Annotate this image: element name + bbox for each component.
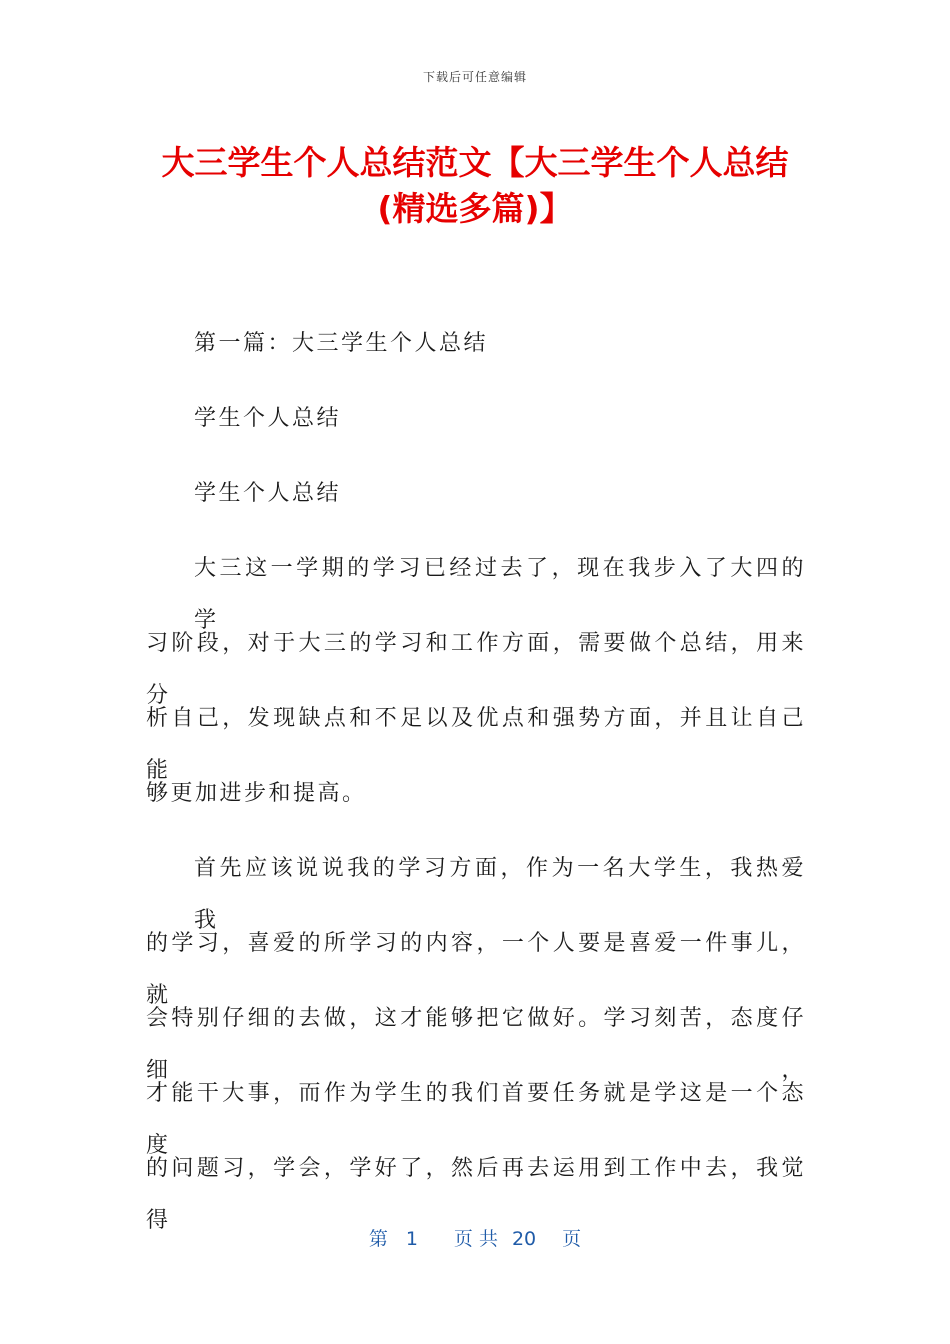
paragraph-line: 首先应该说说我的学习方面，作为一名大学生，我热爱我: [194, 856, 806, 933]
document-title: [140, 140, 810, 232]
header-note: 下载后可任意编辑: [422, 70, 527, 84]
subheading: 学生个人总结: [194, 481, 342, 506]
current-page-number: 1: [405, 1228, 418, 1250]
paragraph-line: 会特别仔细的去做，这才能够把它做好。学习刻苦，态度仔细，: [146, 1006, 806, 1083]
document-body: [146, 318, 806, 1233]
page-footer: [0, 1224, 950, 1251]
paragraph-line: 的问题习，学会，学好了，然后再去运用到工作中去，我觉得: [146, 1156, 806, 1233]
footer-prefix: 第: [368, 1228, 388, 1250]
section-heading: 第一篇：大三学生个人总结: [194, 331, 489, 356]
paragraph-line: 的学习，喜爱的所学习的内容，一个人要是喜爱一件事儿，就: [146, 931, 806, 1008]
title-line-1: 大三学生个人总结范文【大三学生个人总结: [161, 143, 789, 182]
footer-middle: 页 共: [453, 1228, 498, 1250]
paragraph-line: 够更加进步和提高。: [146, 781, 367, 806]
title-line-2: (精选多篇)】: [377, 189, 573, 228]
paragraph-line: 析自己，发现缺点和不足以及优点和强势方面，并且让自己能: [146, 706, 806, 783]
paragraph-line: 才能干大事，而作为学生的我们首要任务就是学这是一个态度: [146, 1081, 806, 1158]
paragraph-line: 大三这一学期的学习已经过去了，现在我步入了大四的学: [194, 556, 806, 633]
paragraph-line: 习阶段，对于大三的学习和工作方面，需要做个总结，用来分: [146, 631, 806, 708]
total-pages: 20: [511, 1228, 537, 1250]
footer-suffix: 页: [562, 1228, 582, 1250]
subheading: 学生个人总结: [194, 406, 342, 431]
